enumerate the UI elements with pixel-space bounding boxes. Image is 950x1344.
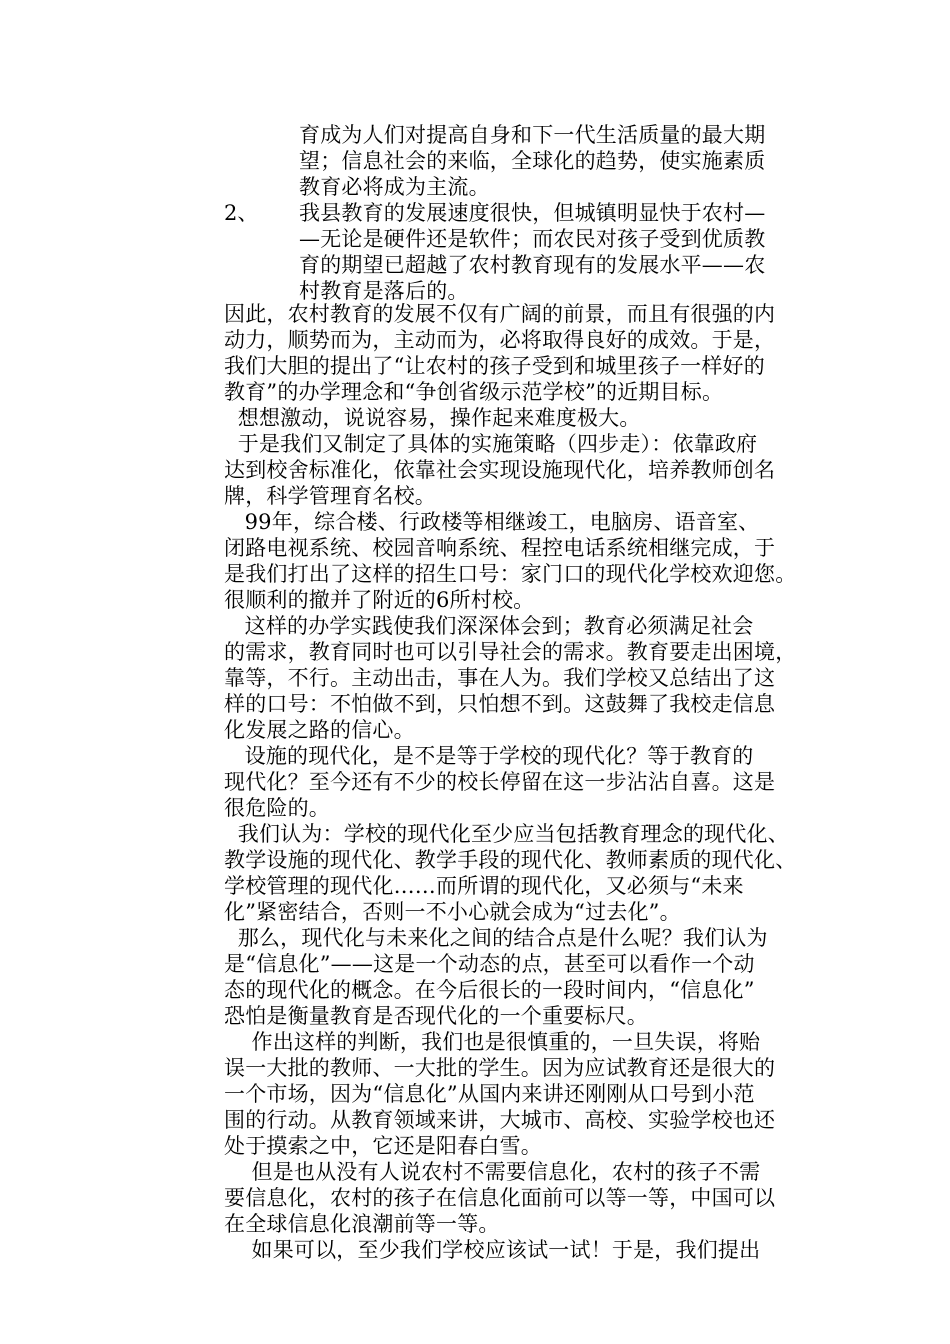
list-item-line: 村教育是落后的。 — [299, 279, 469, 303]
paragraph-line: 我们认为：学校的现代化至少应当包括教育理念的现代化、 — [224, 822, 789, 846]
paragraph-line: 学校管理的现代化……而所谓的现代化，又必须与“未来 — [224, 874, 744, 898]
list-continuation-line: 育成为人们对提高自身和下一代生活质量的最大期 — [299, 123, 766, 147]
paragraph-line: 样的口号：不怕做不到，只怕想不到。这鼓舞了我校走信息 — [224, 692, 776, 716]
paragraph-line: 教育”的办学理念和“争创省级示范学校”的近期目标。 — [224, 380, 724, 404]
paragraph-line: 想想激动，说说容易，操作起来难度极大。 — [224, 406, 641, 430]
paragraph-line: 很顺利的撤并了附近的6所村校。 — [224, 588, 535, 612]
paragraph-line: 作出这样的判断，我们也是很慎重的，一旦失误，将贻 — [224, 1030, 761, 1054]
paragraph-line: 是“信息化”——这是一个动态的点，甚至可以看作一个动 — [224, 952, 755, 976]
paragraph-line: 我们大胆的提出了“让农村的孩子受到和城里孩子一样好的 — [224, 354, 765, 378]
list-continuation-line: 望；信息社会的来临，全球化的趋势，使实施素质 — [299, 149, 766, 173]
paragraph-line: 但是也从没有人说农村不需要信息化，农村的孩子不需 — [224, 1160, 761, 1184]
paragraph-line: 因此，农村教育的发展不仅有广阔的前景，而且有很强的内 — [224, 302, 776, 326]
paragraph-line: 99年，综合楼、行政楼等相继竣工，电脑房、语音室、 — [224, 510, 760, 534]
paragraph-line: 恐怕是衡量教育是否现代化的一个重要标尺。 — [224, 1004, 648, 1028]
paragraph-line: 达到校舍标准化，依靠社会实现设施现代化，培养教师创名 — [224, 458, 776, 482]
paragraph-line: 现代化？至今还有不少的校长停留在这一步沾沾自喜。这是 — [224, 770, 776, 794]
paragraph-line: 于是我们又制定了具体的实施策略（四步走）：依靠政府 — [224, 432, 758, 456]
paragraph-line: 这样的办学实践使我们深深体会到；教育必须满足社会 — [224, 614, 754, 638]
paragraph-line: 要信息化，农村的孩子在信息化面前可以等一等，中国可以 — [224, 1186, 776, 1210]
paragraph-line: 是我们打出了这样的招生口号：家门口的现代化学校欢迎您。 — [224, 562, 797, 586]
paragraph-line: 误一大批的教师、一大批的学生。因为应试教育还是很大的 — [224, 1056, 776, 1080]
paragraph-line: 的需求，教育同时也可以引导社会的需求。教育要走出困境， — [224, 640, 797, 664]
paragraph-line: 设施的现代化，是不是等于学校的现代化？等于教育的 — [224, 744, 754, 768]
paragraph-line: 动力，顺势而为，主动而为，必将取得良好的成效。于是， — [224, 328, 776, 352]
paragraph-line: 牌，科学管理育名校。 — [224, 484, 436, 508]
list-item-line: 我县教育的发展速度很快，但城镇明显快于农村— — [299, 201, 766, 225]
paragraph-line: 闭路电视系统、校园音响系统、程控电话系统相继完成，于 — [224, 536, 776, 560]
list-item-line: —无论是硬件还是软件；而农民对孩子受到优质教 — [299, 227, 766, 251]
paragraph-line: 在全球信息化浪潮前等一等。 — [224, 1212, 500, 1236]
list-continuation-line: 教育必将成为主流。 — [299, 175, 490, 199]
paragraph-line: 靠等，不行。主动出击，事在人为。我们学校又总结出了这 — [224, 666, 776, 690]
paragraph-line: 如果可以，至少我们学校应该试一试！于是，我们提出 — [224, 1238, 761, 1262]
paragraph-line: 一个市场，因为“信息化”从国内来讲还刚刚从口号到小范 — [224, 1082, 755, 1106]
paragraph-line: 态的现代化的概念。在今后很长的一段时间内，“信息化” — [224, 978, 755, 1002]
paragraph-line: 那么，现代化与未来化之间的结合点是什么呢？我们认为 — [224, 926, 768, 950]
list-number: 2、 — [224, 201, 259, 225]
paragraph-line: 处于摸索之中，它还是阳春白雪。 — [224, 1134, 542, 1158]
paragraph-line: 化发展之路的信心。 — [224, 718, 415, 742]
list-item-line: 育的期望已超越了农村教育现有的发展水平——农 — [299, 253, 766, 277]
paragraph-line: 很危险的。 — [224, 796, 330, 820]
paragraph-line: 化”紧密结合，否则一不小心就会成为“过去化”。 — [224, 900, 681, 924]
paragraph-line: 教学设施的现代化、教学手段的现代化、教师素质的现代化、 — [224, 848, 797, 872]
paragraph-line: 围的行动。从教育领域来讲，大城市、高校、实验学校也还 — [224, 1108, 776, 1132]
